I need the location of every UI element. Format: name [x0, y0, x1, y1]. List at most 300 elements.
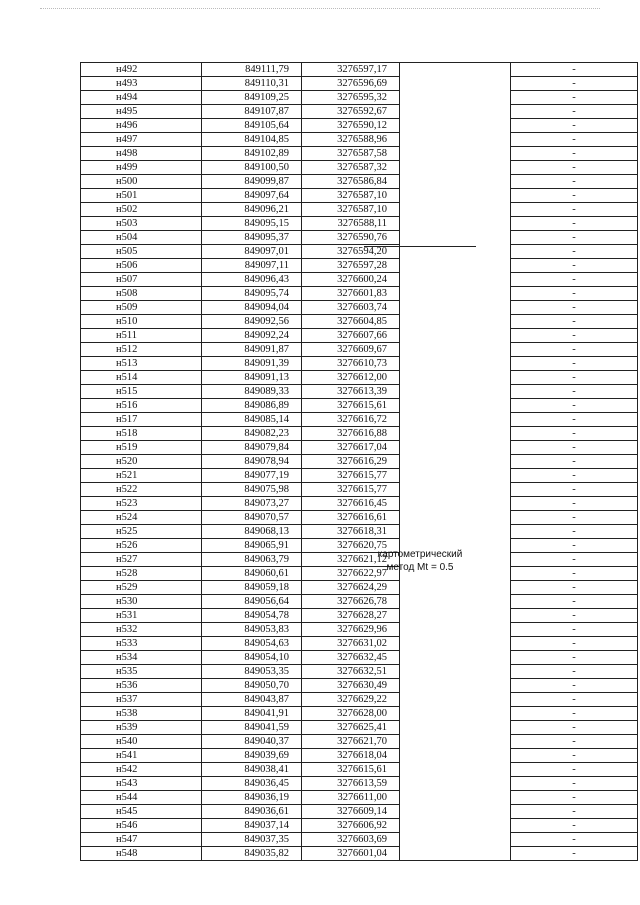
accuracy-cell: -	[511, 161, 638, 175]
y-coordinate-cell: 3276616,88	[302, 427, 400, 441]
table-row	[81, 539, 638, 553]
x-coordinate-cell: 849040,37	[202, 735, 302, 749]
table-row	[81, 623, 638, 637]
accuracy-cell: -	[511, 679, 638, 693]
point-name-cell: н542	[81, 763, 202, 777]
coordinates-table	[80, 62, 638, 861]
y-coordinate-cell: 3276622,97	[302, 567, 400, 581]
method-cell	[400, 105, 511, 119]
accuracy-cell: -	[511, 623, 638, 637]
y-coordinate-cell: 3276626,78	[302, 595, 400, 609]
method-cell	[400, 651, 511, 665]
x-coordinate-cell: 849056,64	[202, 595, 302, 609]
accuracy-cell: -	[511, 91, 638, 105]
method-cell	[400, 595, 511, 609]
method-cell	[400, 329, 511, 343]
x-coordinate-cell: 849086,89	[202, 399, 302, 413]
y-coordinate-cell: 3276625,41	[302, 721, 400, 735]
point-name-cell: н544	[81, 791, 202, 805]
y-coordinate-cell: 3276587,32	[302, 161, 400, 175]
table-row	[81, 203, 638, 217]
page-top-rule	[40, 8, 600, 9]
y-coordinate-cell: 3276616,29	[302, 455, 400, 469]
method-cell-divider	[364, 246, 476, 247]
x-coordinate-cell: 849109,25	[202, 91, 302, 105]
y-coordinate-cell: 3276628,00	[302, 707, 400, 721]
accuracy-cell: -	[511, 315, 638, 329]
method-cell	[400, 777, 511, 791]
x-coordinate-cell: 849102,89	[202, 147, 302, 161]
point-name-cell: н512	[81, 343, 202, 357]
y-coordinate-cell: 3276624,29	[302, 581, 400, 595]
x-coordinate-cell: 849079,84	[202, 441, 302, 455]
table-row	[81, 455, 638, 469]
y-coordinate-cell: 3276632,51	[302, 665, 400, 679]
method-description	[364, 548, 476, 574]
accuracy-cell: -	[511, 399, 638, 413]
method-cell	[400, 455, 511, 469]
x-coordinate-cell: 849096,43	[202, 273, 302, 287]
point-name-cell: н509	[81, 301, 202, 315]
x-coordinate-cell: 849054,63	[202, 637, 302, 651]
point-name-cell: н546	[81, 819, 202, 833]
method-cell	[400, 665, 511, 679]
x-coordinate-cell: 849039,69	[202, 749, 302, 763]
accuracy-cell: -	[511, 455, 638, 469]
accuracy-cell: -	[511, 819, 638, 833]
x-coordinate-cell: 849100,50	[202, 161, 302, 175]
accuracy-cell: -	[511, 567, 638, 581]
point-name-cell: н520	[81, 455, 202, 469]
y-coordinate-cell: 3276592,67	[302, 105, 400, 119]
x-coordinate-cell: 849054,10	[202, 651, 302, 665]
accuracy-cell: -	[511, 497, 638, 511]
table-row	[81, 161, 638, 175]
method-cell	[400, 203, 511, 217]
y-coordinate-cell: 3276620,75	[302, 539, 400, 553]
y-coordinate-cell: 3276613,59	[302, 777, 400, 791]
point-name-cell: н522	[81, 483, 202, 497]
point-name-cell: н529	[81, 581, 202, 595]
table-row	[81, 175, 638, 189]
x-coordinate-cell: 849092,56	[202, 315, 302, 329]
point-name-cell: н496	[81, 119, 202, 133]
y-coordinate-cell: 3276594,20	[302, 245, 400, 259]
point-name-cell: н492	[81, 63, 202, 77]
accuracy-cell: -	[511, 553, 638, 567]
point-name-cell: н533	[81, 637, 202, 651]
accuracy-cell: -	[511, 63, 638, 77]
table-row	[81, 679, 638, 693]
x-coordinate-cell: 849036,45	[202, 777, 302, 791]
y-coordinate-cell: 3276618,04	[302, 749, 400, 763]
x-coordinate-cell: 849094,04	[202, 301, 302, 315]
method-cell	[400, 679, 511, 693]
accuracy-cell: -	[511, 119, 638, 133]
table-row	[81, 119, 638, 133]
y-coordinate-cell: 3276621,12	[302, 553, 400, 567]
table-row	[81, 189, 638, 203]
method-cell	[400, 77, 511, 91]
x-coordinate-cell: 849037,14	[202, 819, 302, 833]
x-coordinate-cell: 849105,64	[202, 119, 302, 133]
x-coordinate-cell: 849110,31	[202, 77, 302, 91]
method-cell	[400, 301, 511, 315]
y-coordinate-cell: 3276628,27	[302, 609, 400, 623]
x-coordinate-cell: 849092,24	[202, 329, 302, 343]
method-cell	[400, 735, 511, 749]
table-row	[81, 805, 638, 819]
method-cell	[400, 847, 511, 861]
method-cell	[400, 231, 511, 245]
table-row	[81, 735, 638, 749]
table-row	[81, 147, 638, 161]
method-cell	[400, 483, 511, 497]
point-name-cell: н495	[81, 105, 202, 119]
accuracy-cell: -	[511, 735, 638, 749]
method-cell	[400, 119, 511, 133]
x-coordinate-cell: 849085,14	[202, 413, 302, 427]
method-cell	[400, 791, 511, 805]
method-cell	[400, 217, 511, 231]
y-coordinate-cell: 3276587,10	[302, 189, 400, 203]
y-coordinate-cell: 3276586,84	[302, 175, 400, 189]
method-cell	[400, 707, 511, 721]
method-cell	[400, 273, 511, 287]
x-coordinate-cell: 849099,87	[202, 175, 302, 189]
accuracy-cell: -	[511, 651, 638, 665]
table-row	[81, 651, 638, 665]
x-coordinate-cell: 849077,19	[202, 469, 302, 483]
method-cell	[400, 805, 511, 819]
point-name-cell: н543	[81, 777, 202, 791]
x-coordinate-cell: 849097,11	[202, 259, 302, 273]
point-name-cell: н519	[81, 441, 202, 455]
accuracy-cell: -	[511, 637, 638, 651]
y-coordinate-cell: 3276615,77	[302, 469, 400, 483]
accuracy-cell: -	[511, 371, 638, 385]
table-row	[81, 525, 638, 539]
y-coordinate-cell: 3276617,04	[302, 441, 400, 455]
x-coordinate-cell: 849060,61	[202, 567, 302, 581]
x-coordinate-cell: 849050,70	[202, 679, 302, 693]
x-coordinate-cell: 849053,35	[202, 665, 302, 679]
table-row	[81, 791, 638, 805]
method-cell	[400, 315, 511, 329]
method-cell	[400, 133, 511, 147]
method-cell	[400, 511, 511, 525]
table-row	[81, 511, 638, 525]
accuracy-cell: -	[511, 357, 638, 371]
accuracy-cell: -	[511, 665, 638, 679]
accuracy-cell: -	[511, 301, 638, 315]
method-cell	[400, 147, 511, 161]
point-name-cell: н494	[81, 91, 202, 105]
x-coordinate-cell: 849041,91	[202, 707, 302, 721]
x-coordinate-cell: 849073,27	[202, 497, 302, 511]
point-name-cell: н526	[81, 539, 202, 553]
table-row	[81, 329, 638, 343]
accuracy-cell: -	[511, 413, 638, 427]
point-name-cell: н513	[81, 357, 202, 371]
point-name-cell: н540	[81, 735, 202, 749]
y-coordinate-cell: 3276588,11	[302, 217, 400, 231]
point-name-cell: н530	[81, 595, 202, 609]
x-coordinate-cell: 849054,78	[202, 609, 302, 623]
table-row	[81, 553, 638, 567]
table-row	[81, 133, 638, 147]
table-row	[81, 469, 638, 483]
point-name-cell: н502	[81, 203, 202, 217]
method-cell	[400, 357, 511, 371]
point-name-cell: н498	[81, 147, 202, 161]
point-name-cell: н493	[81, 77, 202, 91]
coordinates-table-body	[81, 63, 638, 861]
table-row	[81, 721, 638, 735]
table-row	[81, 749, 638, 763]
point-name-cell: н511	[81, 329, 202, 343]
accuracy-cell: -	[511, 77, 638, 91]
method-cell	[400, 63, 511, 77]
y-coordinate-cell: 3276606,92	[302, 819, 400, 833]
y-coordinate-cell: 3276607,66	[302, 329, 400, 343]
accuracy-cell: -	[511, 287, 638, 301]
y-coordinate-cell: 3276621,70	[302, 735, 400, 749]
accuracy-cell: -	[511, 217, 638, 231]
y-coordinate-cell: 3276596,69	[302, 77, 400, 91]
table-row	[81, 609, 638, 623]
method-cell	[400, 161, 511, 175]
point-name-cell: н503	[81, 217, 202, 231]
y-coordinate-cell: 3276610,73	[302, 357, 400, 371]
method-cell	[400, 833, 511, 847]
y-coordinate-cell: 3276588,96	[302, 133, 400, 147]
table-row	[81, 847, 638, 861]
point-name-cell: н507	[81, 273, 202, 287]
point-name-cell: н510	[81, 315, 202, 329]
method-cell	[400, 819, 511, 833]
table-row	[81, 301, 638, 315]
x-coordinate-cell: 849053,83	[202, 623, 302, 637]
point-name-cell: н547	[81, 833, 202, 847]
y-coordinate-cell: 3276590,76	[302, 231, 400, 245]
method-cell	[400, 497, 511, 511]
x-coordinate-cell: 849111,79	[202, 63, 302, 77]
y-coordinate-cell: 3276629,22	[302, 693, 400, 707]
accuracy-cell: -	[511, 133, 638, 147]
table-row	[81, 357, 638, 371]
method-cell	[400, 441, 511, 455]
point-name-cell: н508	[81, 287, 202, 301]
method-cell	[400, 343, 511, 357]
x-coordinate-cell: 849063,79	[202, 553, 302, 567]
y-coordinate-cell: 3276612,00	[302, 371, 400, 385]
x-coordinate-cell: 849059,18	[202, 581, 302, 595]
accuracy-cell: -	[511, 329, 638, 343]
y-coordinate-cell: 3276587,10	[302, 203, 400, 217]
method-cell	[400, 749, 511, 763]
table-row	[81, 105, 638, 119]
table-row	[81, 707, 638, 721]
point-name-cell: н506	[81, 259, 202, 273]
y-coordinate-cell: 3276603,74	[302, 301, 400, 315]
y-coordinate-cell: 3276595,32	[302, 91, 400, 105]
y-coordinate-cell: 3276615,77	[302, 483, 400, 497]
x-coordinate-cell: 849082,23	[202, 427, 302, 441]
accuracy-cell: -	[511, 707, 638, 721]
table-row	[81, 581, 638, 595]
accuracy-cell: -	[511, 763, 638, 777]
point-name-cell: н521	[81, 469, 202, 483]
accuracy-cell: -	[511, 539, 638, 553]
point-name-cell: н535	[81, 665, 202, 679]
x-coordinate-cell: 849107,87	[202, 105, 302, 119]
x-coordinate-cell: 849037,35	[202, 833, 302, 847]
table-row	[81, 385, 638, 399]
y-coordinate-cell: 3276615,61	[302, 763, 400, 777]
x-coordinate-cell: 849075,98	[202, 483, 302, 497]
accuracy-cell: -	[511, 147, 638, 161]
x-coordinate-cell: 849091,13	[202, 371, 302, 385]
accuracy-cell: -	[511, 777, 638, 791]
table-row	[81, 595, 638, 609]
y-coordinate-cell: 3276597,28	[302, 259, 400, 273]
accuracy-cell: -	[511, 245, 638, 259]
accuracy-cell: -	[511, 525, 638, 539]
method-cell	[400, 287, 511, 301]
y-coordinate-cell: 3276615,61	[302, 399, 400, 413]
method-cell	[400, 763, 511, 777]
method-cell	[400, 91, 511, 105]
x-coordinate-cell: 849036,19	[202, 791, 302, 805]
method-cell	[400, 721, 511, 735]
table-row	[81, 441, 638, 455]
table-row	[81, 777, 638, 791]
table-row	[81, 413, 638, 427]
y-coordinate-cell: 3276587,58	[302, 147, 400, 161]
accuracy-cell: -	[511, 427, 638, 441]
y-coordinate-cell: 3276613,39	[302, 385, 400, 399]
x-coordinate-cell: 849036,61	[202, 805, 302, 819]
point-name-cell: н527	[81, 553, 202, 567]
method-cell	[400, 385, 511, 399]
table-row	[81, 217, 638, 231]
point-name-cell: н497	[81, 133, 202, 147]
point-name-cell: н525	[81, 525, 202, 539]
method-line-1: картометрический	[377, 549, 463, 560]
accuracy-cell: -	[511, 385, 638, 399]
accuracy-cell: -	[511, 259, 638, 273]
x-coordinate-cell: 849091,87	[202, 343, 302, 357]
table-row	[81, 343, 638, 357]
x-coordinate-cell: 849089,33	[202, 385, 302, 399]
y-coordinate-cell: 3276603,69	[302, 833, 400, 847]
point-name-cell: н515	[81, 385, 202, 399]
method-cell	[400, 189, 511, 203]
accuracy-cell: -	[511, 441, 638, 455]
accuracy-cell: -	[511, 581, 638, 595]
accuracy-cell: -	[511, 273, 638, 287]
x-coordinate-cell: 849097,64	[202, 189, 302, 203]
table-row	[81, 427, 638, 441]
table-row	[81, 245, 638, 259]
table-row	[81, 567, 638, 581]
x-coordinate-cell: 849065,91	[202, 539, 302, 553]
table-row	[81, 637, 638, 651]
x-coordinate-cell: 849095,37	[202, 231, 302, 245]
point-name-cell: н545	[81, 805, 202, 819]
method-cell	[400, 399, 511, 413]
x-coordinate-cell: 849095,15	[202, 217, 302, 231]
accuracy-cell: -	[511, 609, 638, 623]
y-coordinate-cell: 3276616,61	[302, 511, 400, 525]
point-name-cell: н541	[81, 749, 202, 763]
method-cell	[400, 259, 511, 273]
table-row	[81, 763, 638, 777]
point-name-cell: н501	[81, 189, 202, 203]
y-coordinate-cell: 3276597,17	[302, 63, 400, 77]
accuracy-cell: -	[511, 833, 638, 847]
table-row	[81, 231, 638, 245]
point-name-cell: н534	[81, 651, 202, 665]
y-coordinate-cell: 3276631,02	[302, 637, 400, 651]
table-row	[81, 371, 638, 385]
x-coordinate-cell: 849078,94	[202, 455, 302, 469]
accuracy-cell: -	[511, 203, 638, 217]
point-name-cell: н539	[81, 721, 202, 735]
table-row	[81, 693, 638, 707]
y-coordinate-cell: 3276590,12	[302, 119, 400, 133]
accuracy-cell: -	[511, 189, 638, 203]
point-name-cell: н518	[81, 427, 202, 441]
table-row	[81, 483, 638, 497]
x-coordinate-cell: 849043,87	[202, 693, 302, 707]
y-coordinate-cell: 3276611,00	[302, 791, 400, 805]
point-name-cell: н505	[81, 245, 202, 259]
y-coordinate-cell: 3276616,45	[302, 497, 400, 511]
point-name-cell: н516	[81, 399, 202, 413]
y-coordinate-cell: 3276616,72	[302, 413, 400, 427]
y-coordinate-cell: 3276609,67	[302, 343, 400, 357]
table-row	[81, 315, 638, 329]
method-cell	[400, 637, 511, 651]
x-coordinate-cell: 849041,59	[202, 721, 302, 735]
point-name-cell: н500	[81, 175, 202, 189]
table-row	[81, 63, 638, 77]
x-coordinate-cell: 849097,01	[202, 245, 302, 259]
point-name-cell: н504	[81, 231, 202, 245]
y-coordinate-cell: 3276600,24	[302, 273, 400, 287]
y-coordinate-cell: 3276601,83	[302, 287, 400, 301]
accuracy-cell: -	[511, 721, 638, 735]
x-coordinate-cell: 849104,85	[202, 133, 302, 147]
accuracy-cell: -	[511, 805, 638, 819]
point-name-cell: н499	[81, 161, 202, 175]
method-line-2: метод Mt = 0.5	[386, 562, 454, 573]
point-name-cell: н532	[81, 623, 202, 637]
table-row	[81, 497, 638, 511]
point-name-cell: н531	[81, 609, 202, 623]
method-cell	[400, 469, 511, 483]
point-name-cell: н514	[81, 371, 202, 385]
point-name-cell: н538	[81, 707, 202, 721]
accuracy-cell: -	[511, 343, 638, 357]
accuracy-cell: -	[511, 847, 638, 861]
table-row	[81, 819, 638, 833]
method-cell	[400, 427, 511, 441]
x-coordinate-cell: 849095,74	[202, 287, 302, 301]
table-row	[81, 399, 638, 413]
